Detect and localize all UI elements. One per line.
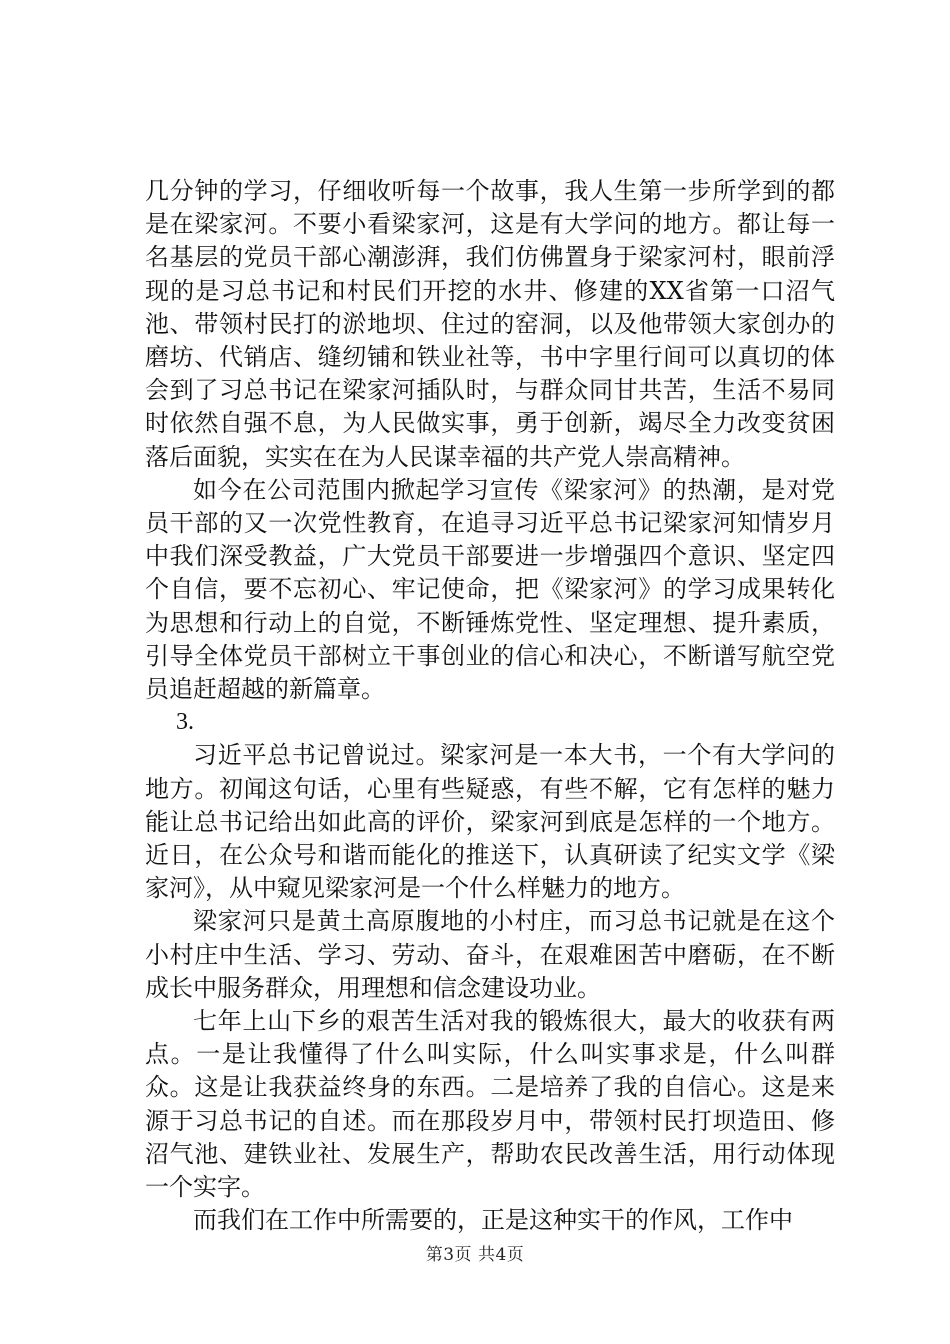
paragraph-5: 七年上山下乡的艰苦生活对我的锻炼很大，最大的收获有两点。一是让我懂得了什么叫实际，什么叫实事求是，什么叫群众。这是让我获益终身的东西。二是培养了我的自信心。这是来源于习总书记的自述。而在那段岁月中，带领村民打坝造田、修沼气池、建铁业社、发展生产，帮助农民改善生活，用行动体现一个实字。: [145, 1007, 835, 1202]
section-number: 3.: [176, 709, 194, 736]
page-footer: 第3页 共4页: [425, 1245, 525, 1265]
paragraph-2: 如今在公司范围内掀起学习宣传《梁家河》的热潮，是对党员干部的又一次党性教育，在追寻习近平总书记梁家河知情岁月中我们深受教益，广大党员干部要进一步增强四个意识、坚定四个自信，要不忘初心、牢记使命，把《梁家河》的学习成果转化为思想和行动上的自觉，不断锤炼党性、坚定理想、提升素质，引导全体党员干部树立干事创业的信心和决心，不断谱写航空党员追赶超越的新篇章。: [145, 475, 835, 704]
paragraph-3: 习近平总书记曾说过。梁家河是一本大书，一个有大学问的地方。初闻这句话，心里有些疑惑，有些不解，它有怎样的魅力能让总书记给出如此高的评价，梁家河到底是怎样的一个地方。近日，在公众号和谐而能化的推送下，认真研读了纪实文学《梁家河》，从中窥见梁家河是一个什么样魅力的地方。: [145, 741, 835, 903]
paragraph-6: 而我们在工作中所需要的，正是这种实干的作风，工作中: [193, 1206, 793, 1235]
document-body: [145, 175, 835, 1238]
paragraph-1: 几分钟的学习，仔细收听每一个故事，我人生第一步所学到的都是在梁家河。不要小看梁家河，这是有大学问的地方。都让每一名基层的党员干部心潮澎湃，我们仿佛置身于梁家河村，眼前浮现的是习总书记和村民们开挖的水井、修建的XX省第一口沼气池、带领村民打的淤地坝、住过的窑洞，以及他带领大家创办的磨坊、代销店、缝纫铺和铁业社等，书中字里行间可以真切的体会到了习总书记在梁家河插队时，与群众同甘共苦，生活不易同时依然自强不息，为人民做实事，勇于创新，竭尽全力改变贫困落后面貌，实实在在为人民谋幸福的共产党人崇高精神。: [145, 177, 835, 471]
paragraph-4: 梁家河只是黄土高原腹地的小村庄，而习总书记就是在这个小村庄中生活、学习、劳动、奋斗，在艰难困苦中磨砺，在不断成长中服务群众，用理想和信念建设功业。: [145, 907, 835, 1002]
